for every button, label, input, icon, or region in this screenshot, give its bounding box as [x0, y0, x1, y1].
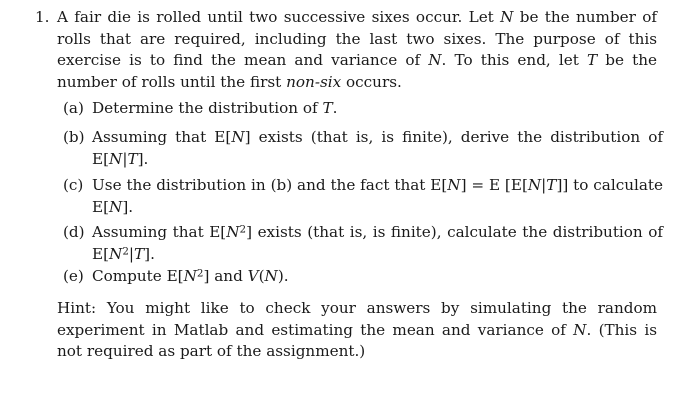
part-text: Compute $E[N^2]$ and V(N).: [92, 267, 289, 285]
part-label: (e): [63, 267, 84, 285]
part-c: [63, 175, 663, 218]
part-text: Assuming that E[N] exists (that is, is finite), derive the distribution of E[N|T].: [92, 128, 664, 168]
part-e: [63, 266, 663, 288]
hint-paragraph: Hint: You might like to check your answers by simulating the random experiment in Matlab and estimating the mean and variance of N. (This is not required as part of the assignment.): [57, 299, 657, 361]
part-d: [63, 222, 663, 265]
part-text: Use the distribution in (b) and the fact that E[N] = E [E[N|T]] to calculate E[N].: [92, 176, 663, 216]
part-a: [63, 98, 663, 120]
problem-number: 1.: [35, 8, 50, 26]
part-text: Assuming that $E[N^2]$ exists (that is, is finite), calculate the distribution of $E[N^2|T]$.: [92, 223, 664, 263]
part-label: (c): [63, 176, 84, 194]
part-label: (b): [63, 128, 85, 146]
part-label: (d): [63, 223, 85, 241]
part-b: [63, 127, 663, 170]
part-text: Determine the distribution of T.: [92, 99, 338, 117]
problem-statement: A fair die is rolled until two successive sixes occur. Let N be the number of rolls that are required, including the last two sixes. The purpose of this exercise is to find the mean and variance of N. To this end, let T be the number of rolls until the first non-six occurs.: [57, 8, 657, 91]
part-label: (a): [63, 99, 84, 117]
